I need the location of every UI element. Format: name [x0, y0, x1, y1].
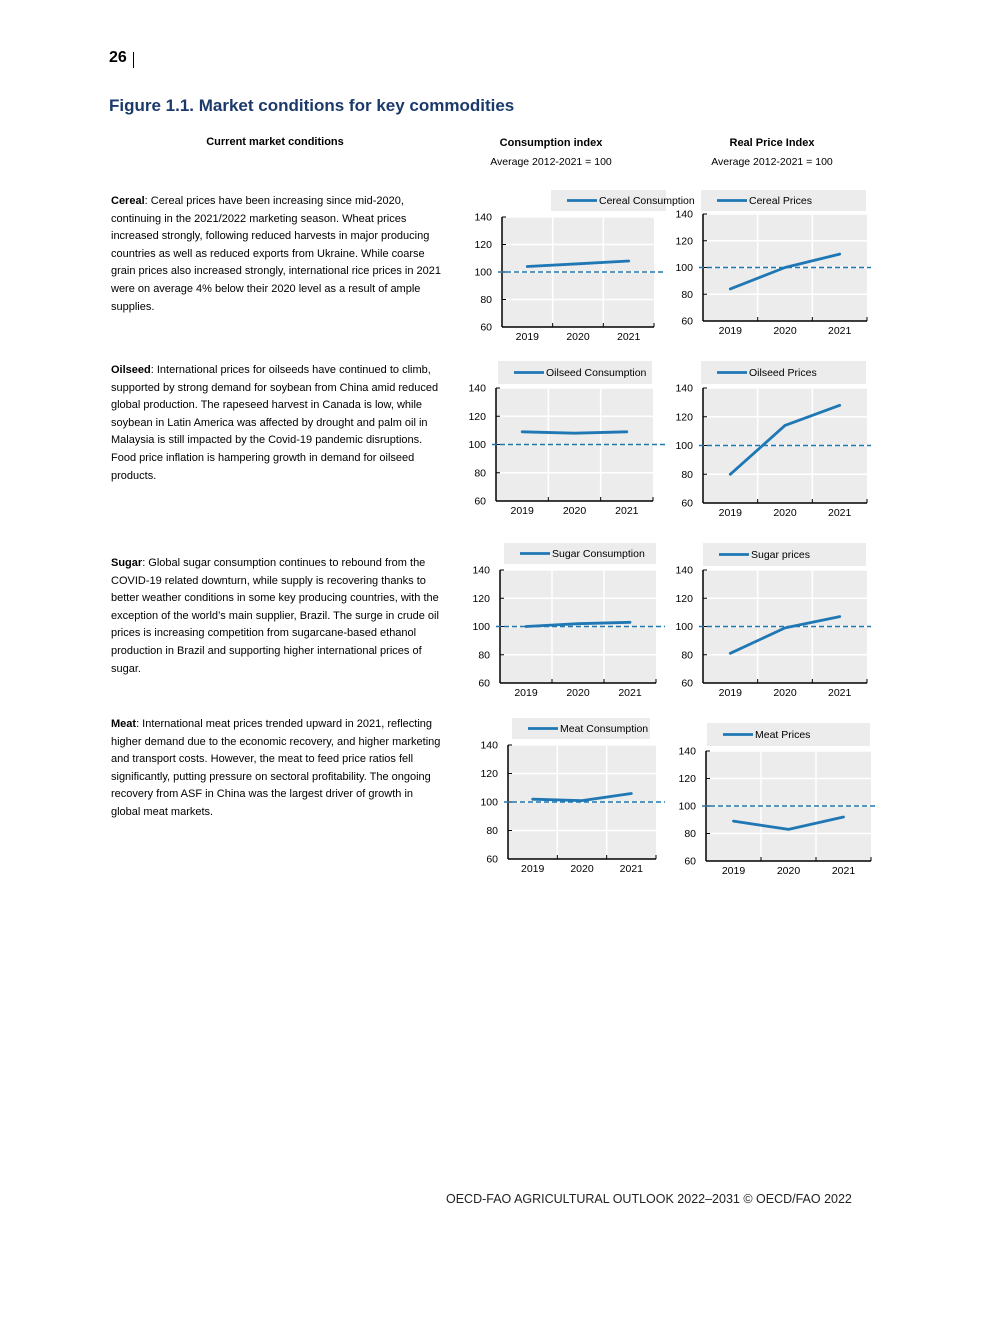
- y-tick-label: 120: [480, 768, 498, 780]
- x-tick-label: 2021: [827, 687, 852, 699]
- y-tick-label: 120: [472, 592, 490, 605]
- x-tick-label: 2021: [827, 325, 852, 337]
- y-tick-label: 140: [678, 745, 696, 758]
- y-tick-label: 120: [675, 592, 693, 605]
- page-footer: OECD-FAO AGRICULTURAL OUTLOOK 2022–2031 © OECD/FAO 2022: [446, 1192, 852, 1206]
- legend-label: Oilseed Prices: [749, 367, 817, 379]
- current-conditions-heading: Current market conditions: [206, 136, 344, 148]
- y-tick-label: 120: [474, 239, 492, 251]
- y-tick-label: 100: [480, 796, 498, 809]
- cereal-description: [111, 193, 441, 316]
- x-tick-label: 2020: [773, 325, 797, 337]
- y-tick-label: 100: [468, 439, 486, 451]
- x-tick-label: 2019: [718, 325, 743, 337]
- cereal-consumption-chart: [466, 187, 695, 347]
- y-tick-label: 80: [684, 828, 696, 840]
- y-tick-label: 80: [474, 467, 486, 480]
- x-tick-label: 2020: [773, 507, 797, 519]
- legend-label: Cereal Prices: [749, 195, 813, 207]
- y-tick-label: 60: [684, 855, 696, 868]
- page-number: 26: [109, 49, 127, 66]
- y-tick-label: 60: [681, 677, 693, 690]
- cereal-prices-chart: [668, 187, 872, 347]
- sugar-consumption-chart: [466, 540, 666, 700]
- legend-label: Sugar prices: [751, 549, 810, 561]
- x-tick-label: 2021: [619, 863, 644, 875]
- y-tick-label: 80: [681, 288, 693, 301]
- y-tick-label: 120: [675, 235, 693, 248]
- sugar-prices-chart: [668, 540, 872, 700]
- legend-label: Meat Consumption: [560, 723, 649, 735]
- y-tick-label: 60: [681, 315, 693, 328]
- legend-label: Cereal Consumption: [599, 195, 695, 207]
- y-tick-label: 80: [480, 294, 492, 306]
- y-tick-label: 120: [468, 410, 486, 423]
- legend-label: Sugar Consumption: [552, 548, 645, 560]
- y-tick-label: 60: [474, 495, 486, 508]
- legend-label: Meat Prices: [755, 729, 811, 741]
- cereal-heading: Cereal: [111, 195, 145, 207]
- x-tick-label: 2020: [776, 865, 801, 877]
- y-tick-label: 80: [486, 825, 498, 837]
- x-tick-label: 2019: [515, 331, 540, 343]
- meat-prices-chart: [672, 720, 876, 885]
- y-tick-label: 60: [486, 853, 498, 866]
- x-tick-label: 2019: [520, 863, 545, 875]
- x-tick-label: 2021: [618, 687, 642, 699]
- x-tick-label: 2020: [566, 687, 590, 699]
- meat-consumption-chart: [470, 715, 666, 880]
- x-tick-label: 2020: [566, 331, 590, 343]
- y-tick-label: 100: [675, 440, 693, 452]
- oilseed-prices-chart: [668, 358, 872, 523]
- y-tick-label: 60: [478, 677, 490, 690]
- sugar-description: [111, 555, 441, 678]
- sugar-text: : Global sugar consumption continues to rebound from the COVID-19 related downturn, while supply is recovering thanks to better weather conditions in some key producing countries, with the exception of the world’s main supplier, Brazil. The surge in crude oil prices is increasing competition from sugarcane-based ethanol production in Brazil and supporting higher international prices of sugar.: [111, 557, 439, 675]
- x-tick-label: 2021: [615, 505, 639, 517]
- y-tick-label: 100: [472, 621, 490, 633]
- x-tick-label: 2021: [616, 331, 641, 343]
- y-tick-label: 120: [678, 773, 696, 785]
- y-tick-label: 100: [675, 262, 693, 274]
- consumption-index-subheading: Average 2012-2021 = 100: [490, 156, 612, 168]
- y-tick-label: 80: [478, 649, 490, 662]
- cereal-text: : Cereal prices have been increasing since mid-2020, continuing in the 2021/2022 marketing season. Wheat prices increased strongly, following reduced harvests in major producing countries as well as reduced exports from Ukraine. While coarse grain prices also increased strongly, international rice prices in 2021 were on average 4% below their 2020 level as a result of ample supplies.: [111, 195, 441, 313]
- oilseed-heading: Oilseed: [111, 364, 151, 376]
- price-index-heading: Real Price Index: [729, 137, 815, 149]
- x-tick-label: 2019: [514, 687, 538, 699]
- x-tick-label: 2019: [718, 687, 743, 699]
- oilseed-consumption-chart: [463, 358, 666, 523]
- x-tick-label: 2019: [718, 507, 743, 519]
- legend-label: Oilseed Consumption: [546, 367, 647, 379]
- y-tick-label: 100: [678, 800, 696, 813]
- figure-title: Figure 1.1. Market conditions for key commodities: [109, 96, 515, 115]
- y-tick-label: 100: [675, 621, 693, 633]
- y-tick-label: 140: [468, 382, 486, 395]
- sugar-heading: Sugar: [111, 557, 143, 569]
- meat-heading: Meat: [111, 718, 137, 730]
- x-tick-label: 2021: [827, 507, 852, 519]
- y-tick-label: 140: [474, 211, 492, 224]
- y-tick-label: 140: [675, 208, 693, 221]
- x-tick-label: 2020: [570, 863, 594, 875]
- x-tick-label: 2019: [510, 505, 534, 517]
- x-tick-label: 2020: [773, 687, 797, 699]
- x-tick-label: 2021: [831, 865, 856, 877]
- y-tick-label: 80: [681, 649, 693, 662]
- y-tick-label: 140: [472, 564, 490, 577]
- price-index-subheading: Average 2012-2021 = 100: [711, 156, 833, 168]
- meat-text: : International meat prices trended upward in 2021, reflecting higher demand due to the economic recovery, and higher marketing and transport costs. However, the meat to feed price ratios fell significantly, putting pressure on sectoral profitability. The ongoing recovery from ASF in China was the largest driver of growth in global meat markets.: [111, 718, 441, 818]
- y-tick-label: 80: [681, 468, 693, 481]
- x-tick-label: 2020: [562, 505, 587, 517]
- x-tick-label: 2019: [721, 865, 746, 877]
- page-number-divider: [133, 52, 134, 68]
- y-tick-label: 120: [675, 411, 693, 424]
- y-tick-label: 140: [675, 382, 693, 395]
- consumption-index-heading: Consumption index: [499, 137, 603, 149]
- y-tick-label: 140: [480, 739, 498, 752]
- y-tick-label: 60: [681, 497, 693, 510]
- meat-description: [111, 716, 441, 822]
- oilseed-text: : International prices for oilseeds have continued to climb, supported by strong demand for soybean from China amid reduced global production. The rapeseed harvest in Canada is low, while soybean in Latin America was affected by drought and palm oil in Malaysia is still impacted by the Covid-19 pandemic disruptions. Food price inflation is hampering growth in demand for oilseed products.: [111, 364, 439, 482]
- series-line: [522, 432, 627, 433]
- oilseed-description: [111, 362, 441, 485]
- y-tick-label: 140: [675, 564, 693, 577]
- y-tick-label: 100: [474, 266, 492, 279]
- y-tick-label: 60: [480, 321, 492, 334]
